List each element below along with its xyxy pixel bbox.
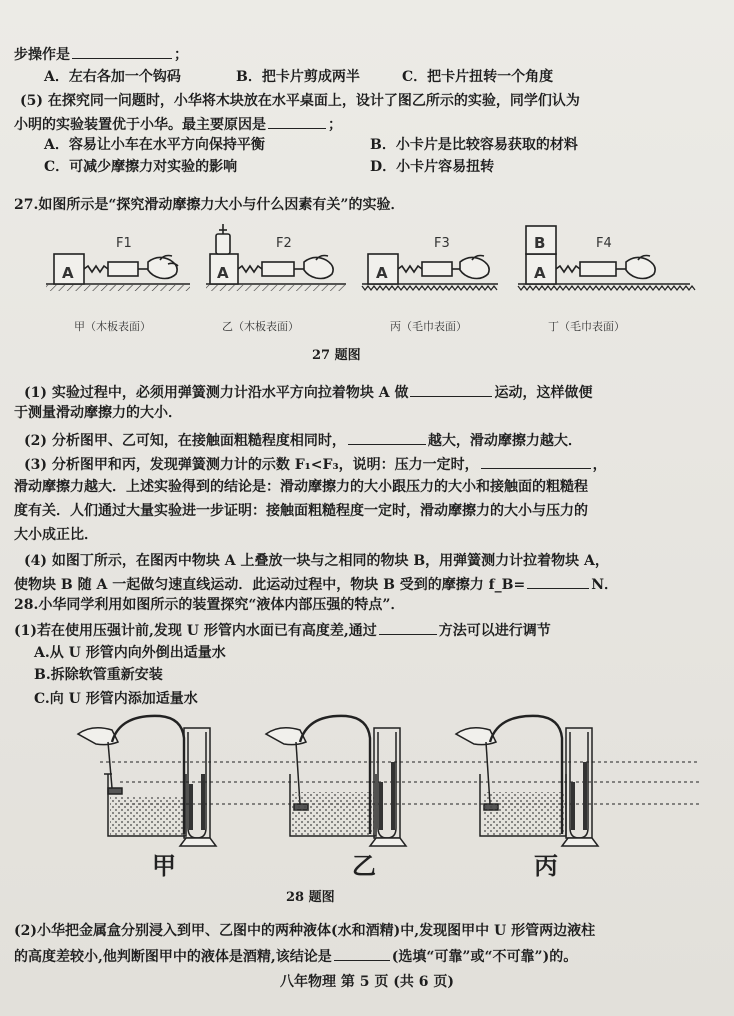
q26-part5-line1: (5) 在探究同一问题时，小华将木块放在水平桌面上，设计了图乙所示的实验，同学们认为 (20, 93, 580, 109)
q26-part5-text: 小明的实验装置优于小华。最主要原因是 (14, 117, 266, 133)
q27-part3-text: (3) 分析图甲和丙，发现弹簧测力计的示数 F₁<F₃，说明：压力一定时， (24, 457, 479, 473)
q27-part4-line1: (4) 如图丁所示，在图丙中物块 A 上叠放一块与之相同的物块 B，用弹簧测力计拉着物块 A， (24, 553, 609, 569)
q28-label-bing: 丙 (534, 851, 558, 880)
q27-part3-line3: 度有关．人们通过大量实验进一步证明：接触面粗糙程度一定时，滑动摩擦力的大小与压力的 (14, 503, 588, 519)
q27-title: 27.如图所示是“探究滑动摩擦力大小与什么因素有关”的实验． (14, 197, 405, 213)
caption-jia: 甲（木板表面） (74, 320, 151, 333)
answer-blank[interactable] (334, 946, 390, 961)
block-b-label: B (534, 234, 546, 252)
q28-part2-end: (选填“可靠”或“不可靠”)的。 (391, 949, 578, 965)
answer-blank[interactable] (410, 382, 492, 397)
q28-part2-text: 的高度差较小,他判断图甲中的液体是酒精,该结论是 (14, 949, 332, 965)
q27-part2-end: 越大，滑动摩擦力越大． (427, 433, 582, 449)
q27-figure (0, 222, 734, 312)
option-a[interactable]: A.从 U 形管内向外倒出适量水 (34, 645, 226, 661)
q28-setup-bing (456, 716, 598, 846)
answer-blank[interactable] (527, 574, 589, 589)
answer-blank[interactable] (379, 620, 437, 635)
block-a-label: A (62, 264, 74, 282)
answer-blank[interactable] (481, 454, 591, 469)
option-c[interactable]: C.向 U 形管内添加适量水 (34, 691, 198, 707)
option-b[interactable]: B．小卡片是比较容易获取的材料 (370, 137, 578, 153)
force-label-f4: F4 (596, 236, 612, 251)
option-c[interactable]: C．可减少摩擦力对实验的影响 (44, 159, 238, 175)
q27-figure-label: 27 题图 (312, 348, 361, 363)
q27-part1-end: 运动，这样做便 (494, 385, 593, 401)
q28-part2-line1: (2)小华把金属盒分别浸入到甲、乙图中的两种液体(水和酒精)中,发现图甲中 U 形管两边液柱 (14, 923, 596, 939)
q27-part3-line2: 滑动摩擦力越大．上述实验得到的结论是：滑动摩擦力的大小跟压力的大小和接触面的粗糙程 (14, 479, 588, 495)
q27-part4-line2 (14, 574, 618, 594)
page-footer: 八年物理 第 5 页 (共 6 页) (280, 974, 454, 990)
force-label-f3: F3 (434, 236, 450, 251)
q28-label-jia: 甲 (152, 851, 176, 880)
q26-part5-end: ； (328, 117, 342, 133)
q28-figure-label: 28 题图 (286, 890, 335, 905)
q27-part2-text: (2) 分析图甲、乙可知，在接触面粗糙程度相同时， (24, 433, 346, 449)
q26-step-end: ； (174, 47, 188, 63)
force-label-f1: F1 (116, 236, 132, 251)
q26-part5-line2 (14, 114, 342, 134)
q28-part1-end: 方法可以进行调节 (438, 623, 551, 639)
q28-setup-yi (266, 716, 406, 846)
q27-part1-text: (1) 实验过程中，必须用弹簧测力计沿水平方向拉着物块 A 做 (24, 385, 409, 401)
block-a-label: A (217, 264, 229, 282)
q28-setup-jia (78, 716, 216, 846)
option-c[interactable]: C．把卡片扭转一个角度 (402, 69, 554, 85)
q26-step-line (14, 44, 188, 64)
caption-bing: 丙（毛巾表面） (390, 320, 467, 333)
q27-part2 (24, 430, 582, 450)
answer-blank[interactable] (348, 430, 426, 445)
q28-title: 28.小华同学利用如图所示的装置探究“液体内部压强的特点”． (14, 597, 405, 613)
q27-part4-text: 使物块 B 随 A 一起做匀速直线运动．此运动过程中，物块 B 受到的摩擦力 f_B= (14, 577, 526, 593)
option-b[interactable]: B．把卡片剪成两半 (236, 69, 360, 85)
block-a-label: A (376, 264, 388, 282)
answer-blank[interactable] (72, 44, 172, 59)
option-d[interactable]: D．小卡片容易扭转 (370, 159, 495, 175)
q27-part4-end: N． (591, 577, 619, 593)
block-a-label: A (534, 264, 546, 282)
answer-blank[interactable] (268, 114, 326, 129)
q27-part1-line1 (24, 382, 592, 402)
option-a[interactable]: A．左右各加一个钩码 (44, 69, 181, 85)
q28-label-yi: 乙 (352, 851, 376, 880)
caption-ding: 丁（毛巾表面） (548, 320, 625, 333)
force-label-f2: F2 (276, 236, 292, 251)
option-b[interactable]: B.拆除软管重新安装 (34, 667, 163, 683)
q27-part1-line2: 于测量滑动摩擦力的大小． (14, 405, 182, 421)
caption-yi: 乙（木板表面） (222, 320, 299, 333)
q28-part1-text: (1)若在使用压强计前,发现 U 形管内水面已有高度差,通过 (14, 623, 377, 639)
q27-part3-line1 (24, 454, 607, 474)
q28-part1 (14, 620, 551, 640)
q28-figure (0, 712, 734, 848)
option-a[interactable]: A．容易让小车在水平方向保持平衡 (44, 137, 265, 153)
q27-part3-end: ， (592, 457, 607, 473)
q26-step-text: 步操作是 (14, 47, 70, 63)
q27-part3-line4: 大小成正比． (14, 527, 98, 543)
q28-part2-line2 (14, 946, 577, 966)
